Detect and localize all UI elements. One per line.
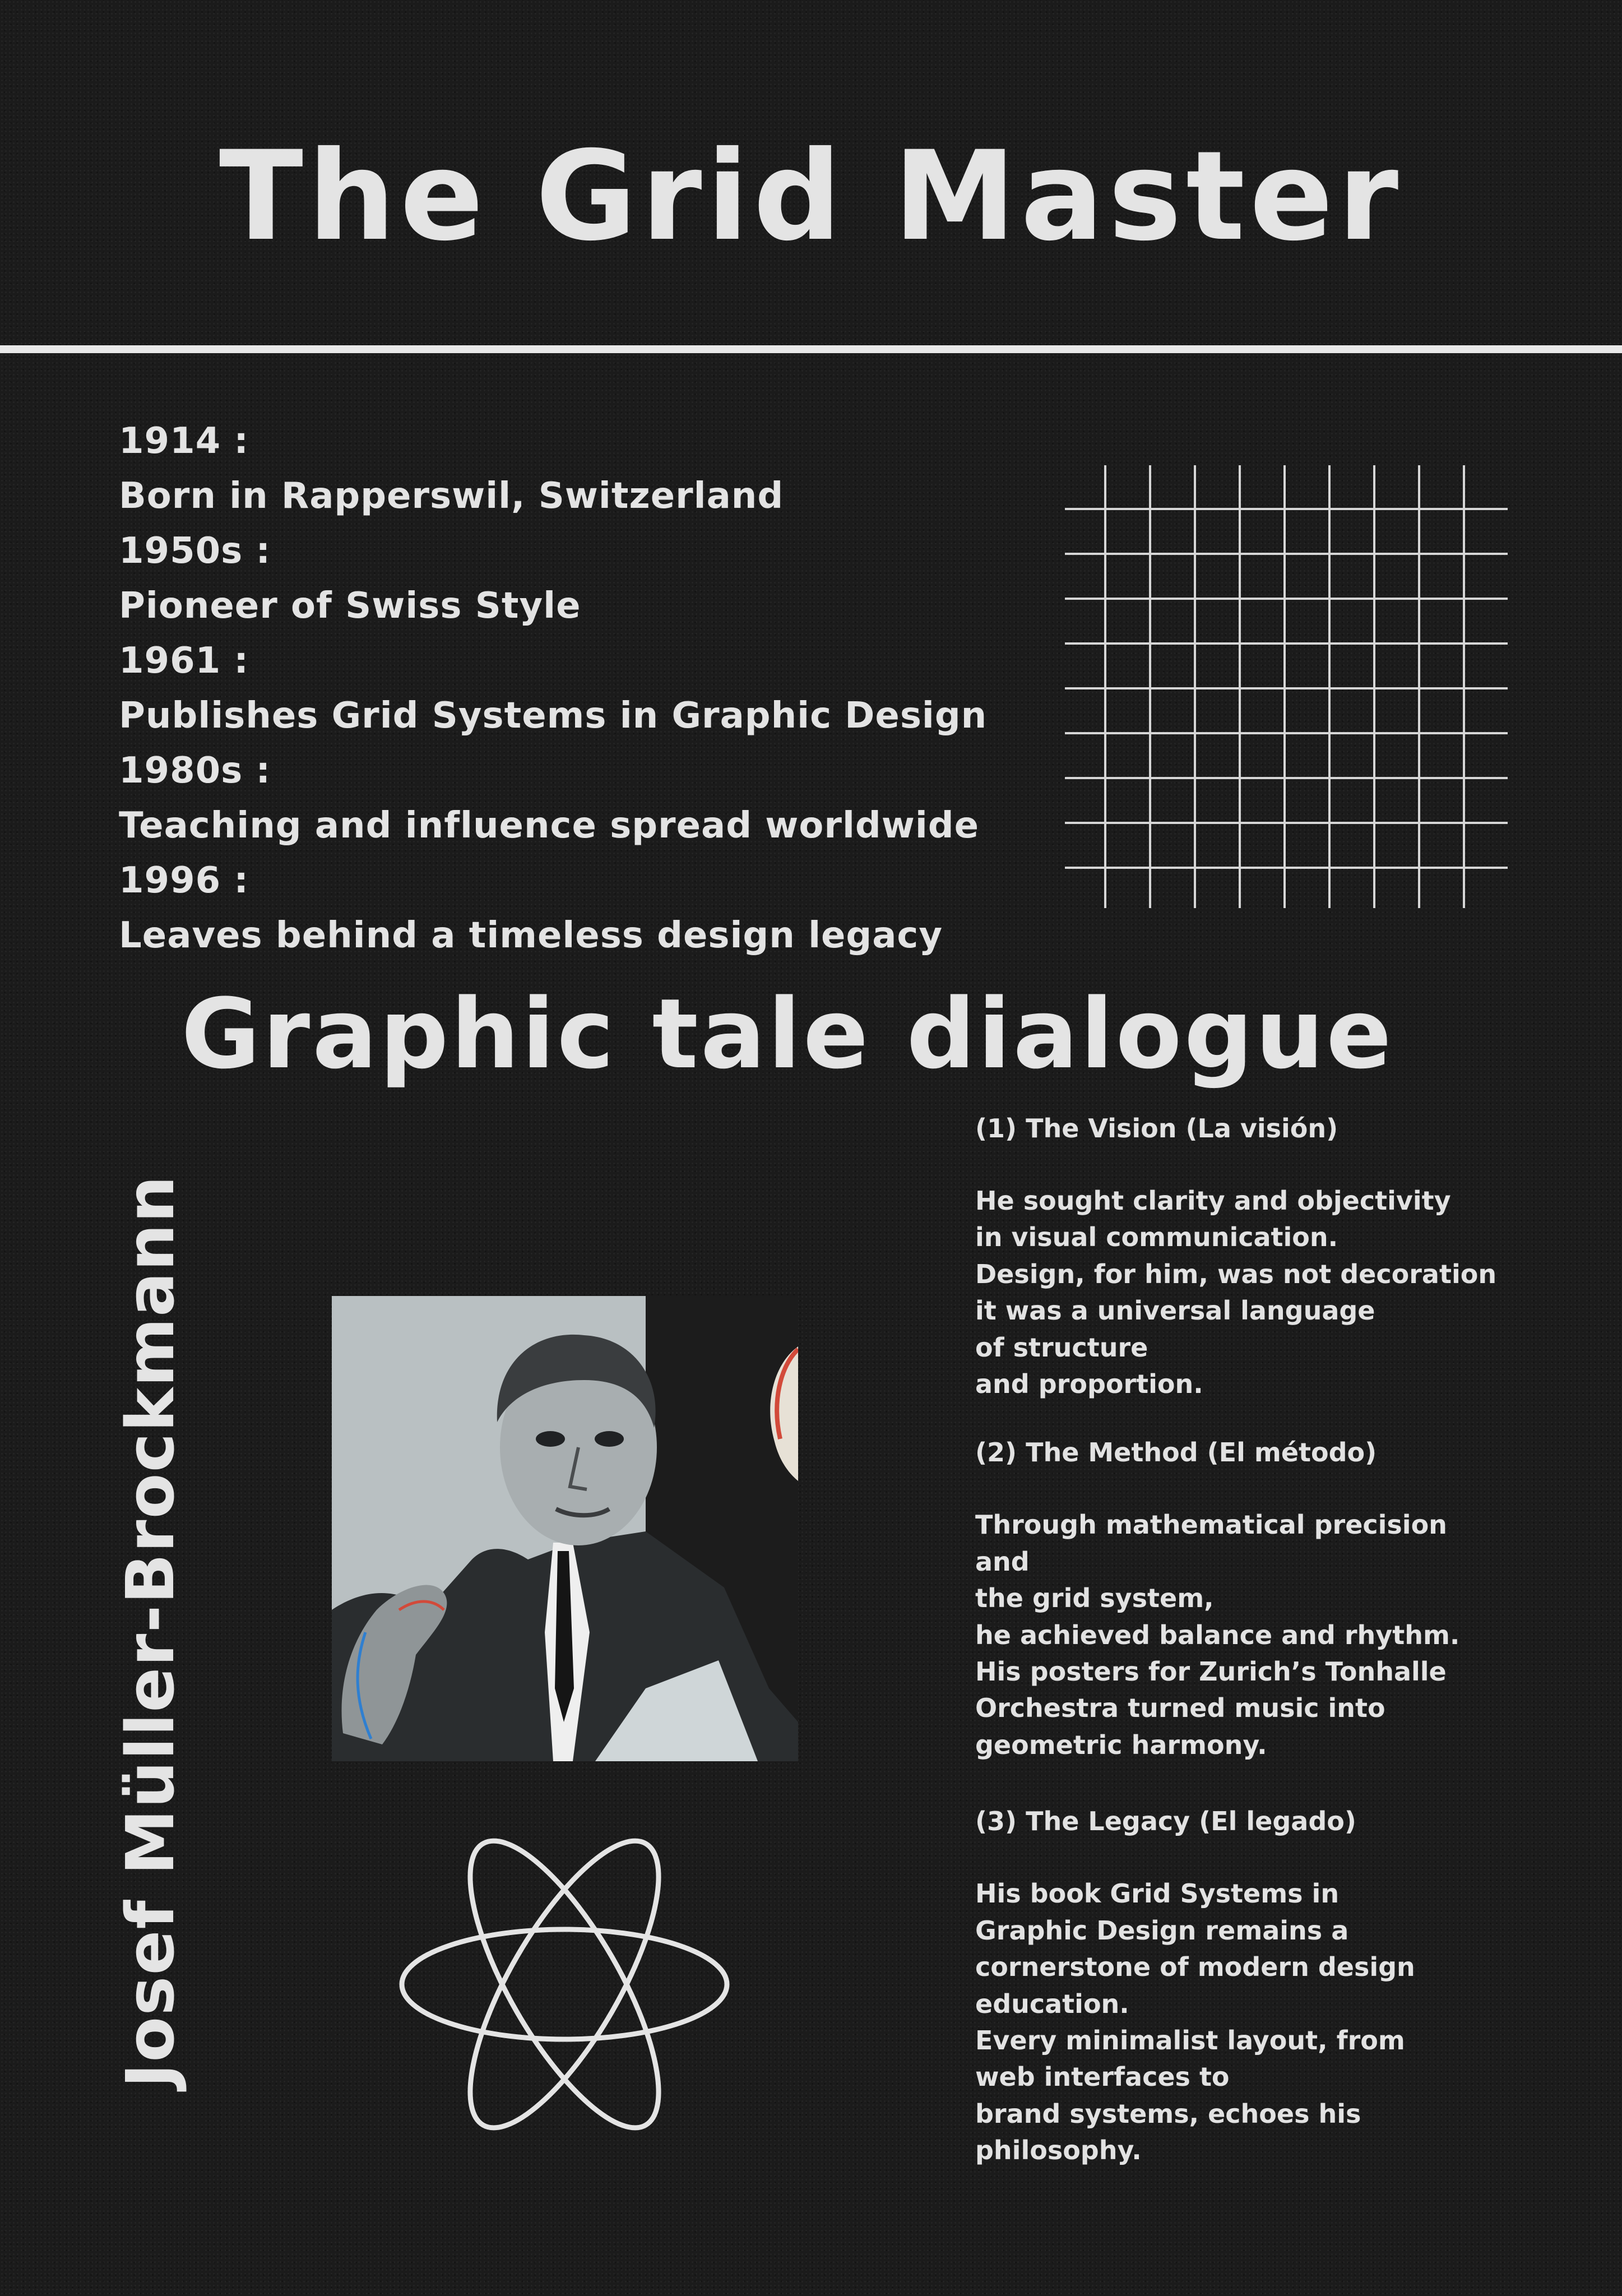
section-line: Every minimalist layout, from: [975, 2025, 1405, 2056]
section-line: geometric harmony.: [975, 1729, 1267, 1760]
section-line: it was a universal language: [975, 1295, 1375, 1326]
timeline-item: [119, 853, 1072, 963]
timeline-event: Teaching and influence spread worldwide: [119, 805, 979, 846]
section-subtitle: Graphic tale dialogue: [181, 978, 1394, 1090]
timeline-event: Born in Rapperswil, Switzerland: [119, 475, 784, 517]
story-section: [975, 1434, 1553, 1763]
story-section: [975, 1110, 1553, 1402]
section-line: Design, for him, was not decoration: [975, 1258, 1497, 1289]
timeline-item: [119, 633, 1072, 743]
section-heading: (2) The Method (El método): [975, 1437, 1377, 1468]
section-line: the grid system,: [975, 1583, 1214, 1614]
section-line: in visual communication.: [975, 1222, 1338, 1253]
section-line: cornerstone of modern design: [975, 1952, 1415, 1983]
timeline-year: 1950s :: [119, 530, 271, 572]
timeline-item: [119, 743, 1072, 853]
timeline-event: Leaves behind a timeless design legacy: [119, 915, 943, 956]
timeline-year: 1961 :: [119, 640, 249, 682]
timeline-event: Publishes Grid Systems in Graphic Design: [119, 695, 988, 737]
timeline-event: Pioneer of Swiss Style: [119, 585, 581, 627]
poster-title: The Grid Master: [219, 124, 1403, 268]
timeline-item: [119, 414, 1072, 524]
timeline: [119, 414, 1072, 963]
section-line: of structure: [975, 1332, 1148, 1363]
story-column: [975, 1110, 1553, 2169]
section-line: he achieved balance and rhythm.: [975, 1619, 1460, 1650]
section-line: His book Grid Systems in: [975, 1878, 1340, 1909]
section-heading: (3) The Legacy (El legado): [975, 1806, 1356, 1837]
timeline-item: [119, 524, 1072, 633]
timeline-year: 1996 :: [119, 860, 249, 901]
timeline-year: 1914 :: [119, 420, 249, 462]
vertical-name: Josef Müller-Brockmann: [112, 1174, 189, 2088]
section-line: Through mathematical precision: [975, 1510, 1447, 1540]
section-line: Graphic Design remains a: [975, 1915, 1349, 1946]
section-line: web interfaces to: [975, 2062, 1230, 2093]
section-line: His posters for Zurich’s Tonhalle: [975, 1656, 1447, 1687]
section-line: brand systems, echoes his: [975, 2098, 1361, 2129]
section-line: philosophy.: [975, 2135, 1142, 2166]
atom-icon: [399, 1816, 730, 2152]
section-line: and: [975, 1546, 1030, 1577]
section-line: He sought clarity and objectivity: [975, 1186, 1451, 1216]
section-line: education.: [975, 1988, 1129, 2019]
story-section: [975, 1803, 1553, 2169]
portrait-photo: [332, 1296, 798, 1761]
section-line: Orchestra turned music into: [975, 1693, 1385, 1724]
grid-icon: [1065, 465, 1508, 908]
section-heading: (1) The Vision (La visión): [975, 1113, 1338, 1144]
divider-rule: [0, 345, 1622, 353]
timeline-year: 1980s :: [119, 750, 271, 791]
section-line: and proportion.: [975, 1369, 1203, 1400]
